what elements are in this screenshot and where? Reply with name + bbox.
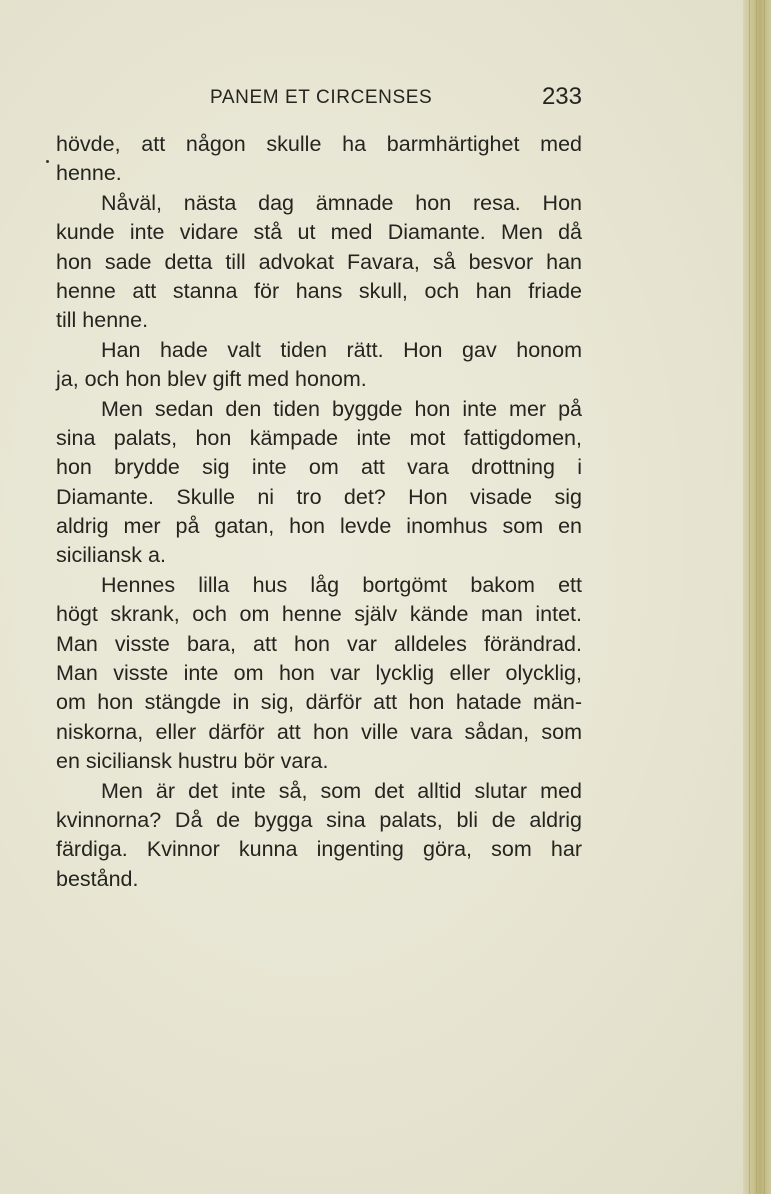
page-edge-line — [749, 0, 750, 1194]
paragraph-first-line: Hennes lilla hus låg bortgömt bakom ett — [101, 572, 582, 597]
text-line: hon brydde sig inte om att vara drottning i — [56, 455, 582, 480]
text-line: kunde inte vidare stå ut med Diamante. Men då — [56, 220, 582, 245]
paragraph-first-line: Nåväl, nästa dag ämnade hon resa. Hon — [101, 190, 582, 215]
text-line: Man visste bara, att hon var alldeles förändrad. — [56, 631, 582, 656]
stray-ink-dot — [46, 160, 49, 163]
text-line: till henne. — [56, 308, 149, 333]
paragraph-first-line: Men sedan den tiden byggde hon inte mer på — [101, 396, 582, 421]
running-title: PANEM ET CIRCENSES — [210, 87, 433, 108]
page-number: 233 — [541, 83, 582, 110]
page-edge — [743, 0, 771, 1194]
text-line: henne att stanna för hans skull, och han friade — [56, 278, 582, 303]
body-text — [56, 130, 582, 894]
page-edge-line — [764, 0, 765, 1194]
text-line: hon sade detta till advokat Favara, så besvor han — [56, 249, 582, 274]
text-line: sina palats, hon kämpade inte mot fattigdomen, — [56, 425, 582, 450]
running-header — [56, 83, 582, 113]
text-line: en siciliansk hustru bör vara. — [56, 749, 329, 774]
text-line: hövde, att någon skulle ha barmhärtighet med — [56, 132, 582, 156]
text-line: niskorna, eller därför att hon ville vara sådan, som — [56, 719, 582, 744]
paragraph-first-line: Men är det inte så, som det alltid slutar med — [101, 778, 582, 803]
text-line: bestånd. — [56, 866, 139, 891]
text-line: om hon stängde in sig, därför att hon hatade män- — [56, 690, 582, 715]
text-line: högt skrank, och om henne själv kände man intet. — [56, 602, 582, 627]
page-edge-line — [756, 0, 757, 1194]
text-line: Man visste inte om hon var lycklig eller olycklig, — [56, 661, 582, 686]
text-line: siciliansk a. — [56, 543, 166, 568]
text-line: aldrig mer på gatan, hon levde inomhus som en — [56, 514, 582, 539]
text-line: ja, och hon blev gift med honom. — [56, 367, 367, 392]
text-line: kvinnorna? Då de bygga sina palats, bli de aldrig — [56, 807, 582, 832]
text-line: färdiga. Kvinnor kunna ingenting göra, som har — [56, 837, 582, 862]
text-line: henne. — [56, 161, 122, 186]
paragraph-first-line: Han hade valt tiden rätt. Hon gav honom — [101, 337, 582, 362]
text-line: Diamante. Skulle ni tro det? Hon visade sig — [56, 484, 582, 509]
